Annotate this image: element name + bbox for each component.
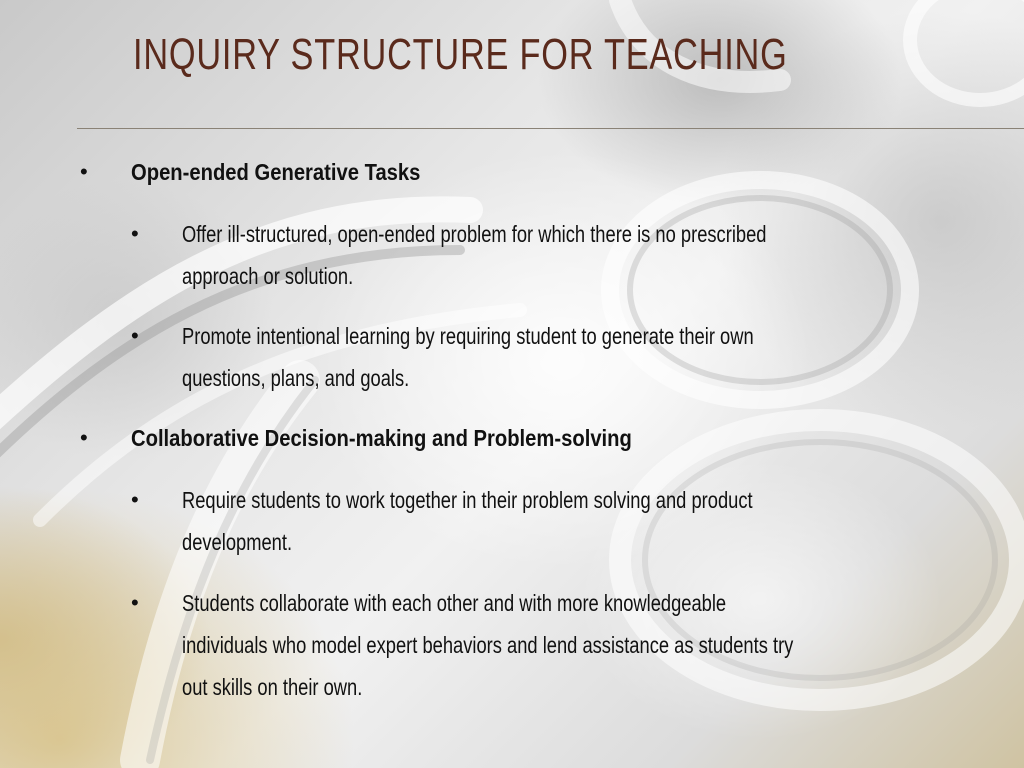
bullet-icon: •: [80, 159, 88, 184]
bullet-text: Offer ill-structured, open-ended problem for which there is no prescribed approach or solution.: [182, 221, 767, 289]
bullet-icon: •: [131, 323, 139, 348]
bullet-heading: Open-ended Generative Tasks: [131, 159, 421, 185]
bullet-text: Require students to work together in their problem solving and product development.: [182, 487, 753, 555]
bullet-heading: Collaborative Decision-making and Problem-solving: [131, 425, 632, 451]
bullet-text: Students collaborate with each other and with more knowledgeable individuals who model expert behaviors and lend assistance as students try out skills on their own.: [182, 590, 794, 700]
bullet-text: Promote intentional learning by requiring student to generate their own questions, plans, and goals.: [182, 323, 754, 391]
slide-title: INQUIRY STRUCTURE FOR TEACHING: [133, 30, 788, 79]
bullet-icon: •: [131, 590, 139, 615]
bullet-icon: •: [80, 425, 88, 450]
bullet-icon: •: [131, 487, 139, 512]
bullet-icon: •: [131, 221, 139, 246]
